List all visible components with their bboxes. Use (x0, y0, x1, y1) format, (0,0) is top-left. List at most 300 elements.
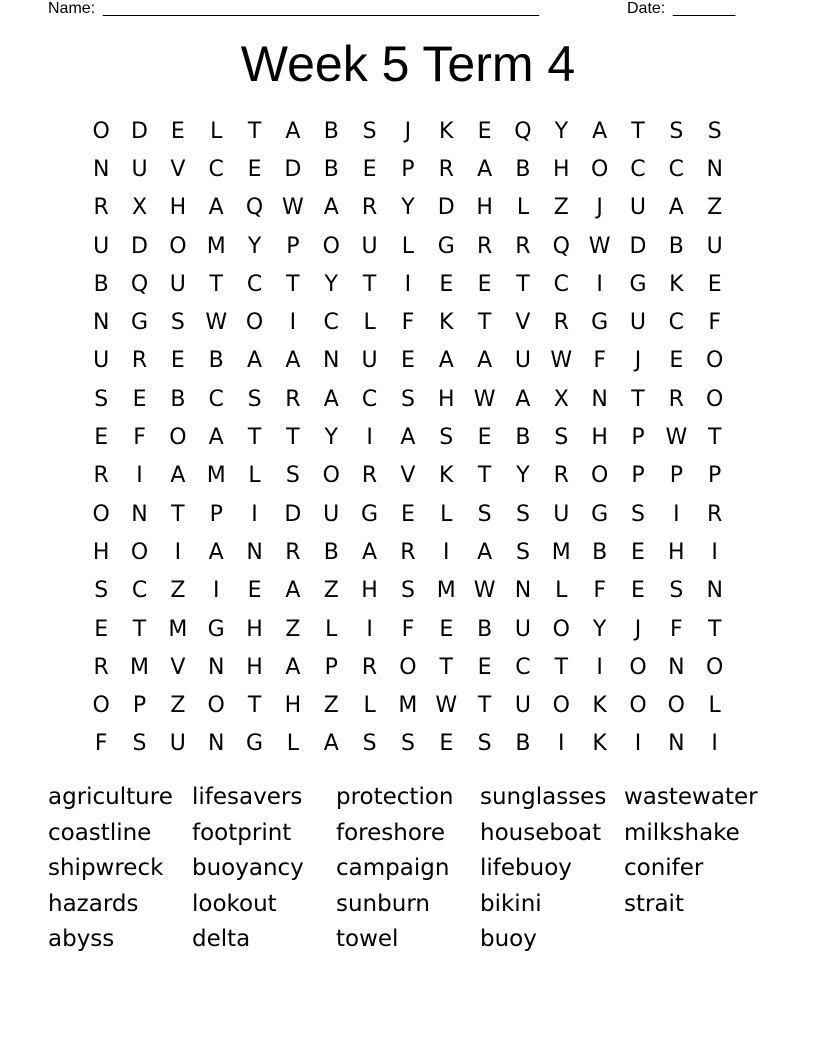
grid-letter[interactable]: B (323, 156, 339, 182)
grid-letter[interactable]: A (592, 118, 608, 144)
grid-letter[interactable]: T (707, 616, 722, 642)
grid-letter[interactable]: I (711, 539, 718, 565)
grid-letter[interactable]: H (668, 539, 685, 565)
grid-letter[interactable]: E (400, 501, 415, 527)
grid-letter[interactable]: O (92, 118, 110, 144)
grid-letter[interactable]: C (553, 271, 569, 297)
grid-letter[interactable]: S (400, 731, 415, 757)
grid-letter[interactable]: V (400, 463, 416, 489)
grid-letter[interactable]: R (285, 539, 301, 565)
grid-letter[interactable]: O (552, 616, 570, 642)
grid-letter[interactable]: E (477, 118, 492, 144)
grid-letter[interactable]: O (130, 539, 149, 565)
grid-letter[interactable]: N (131, 501, 148, 527)
grid-letter[interactable]: K (439, 463, 454, 489)
grid-letter[interactable]: I (558, 731, 565, 757)
grid-letter[interactable]: E (631, 578, 645, 604)
grid-letter[interactable]: J (404, 118, 412, 144)
grid-letter[interactable]: Y (401, 195, 415, 221)
grid-letter[interactable]: C (208, 386, 224, 412)
grid-letter[interactable]: U (323, 501, 340, 527)
grid-letter[interactable]: P (401, 156, 415, 182)
grid-letter[interactable]: M (130, 654, 149, 680)
grid-letter[interactable]: A (400, 425, 416, 451)
grid-letter[interactable]: I (289, 310, 297, 336)
grid-letter[interactable]: C (515, 654, 531, 680)
grid-letter[interactable]: N (668, 654, 685, 680)
grid-letter[interactable]: A (668, 195, 684, 221)
word-list-item: lifesavers (192, 784, 303, 810)
grid-letter[interactable]: C (361, 386, 378, 412)
grid-letter[interactable]: R (93, 654, 109, 680)
grid-letter[interactable]: E (132, 386, 147, 412)
grid-letter[interactable]: S (707, 118, 722, 144)
grid-letter[interactable]: D (131, 233, 148, 259)
grid-letter[interactable]: L (325, 616, 338, 642)
grid-letter[interactable]: E (669, 348, 684, 374)
grid-letter[interactable]: X (553, 386, 569, 412)
grid-letter[interactable]: I (404, 271, 412, 297)
grid-letter[interactable]: M (398, 693, 418, 719)
grid-letter[interactable]: T (477, 463, 492, 489)
grid-letter[interactable]: T (286, 271, 300, 297)
grid-letter[interactable]: G (207, 616, 225, 642)
grid-letter[interactable]: B (592, 539, 608, 565)
grid-letter[interactable]: L (286, 731, 300, 757)
grid-letter[interactable]: A (170, 463, 186, 489)
grid-letter[interactable]: T (477, 693, 492, 719)
grid-letter[interactable]: C (246, 271, 263, 297)
grid-letter[interactable]: T (247, 118, 262, 144)
grid-letter[interactable]: E (477, 654, 492, 680)
grid-letter[interactable]: A (285, 654, 301, 680)
grid-letter[interactable]: Y (592, 616, 607, 642)
grid-letter[interactable]: Y (247, 233, 262, 259)
grid-letter[interactable]: M (206, 233, 226, 259)
grid-letter[interactable]: M (551, 539, 571, 565)
grid-letter[interactable]: N (246, 539, 263, 565)
grid-letter[interactable]: S (94, 578, 109, 604)
grid-letter[interactable]: S (669, 578, 684, 604)
grid-letter[interactable]: L (210, 118, 223, 144)
grid-letter[interactable]: Y (554, 118, 569, 144)
grid-letter[interactable]: L (555, 578, 568, 604)
grid-letter[interactable]: O (207, 693, 225, 719)
grid-letter[interactable]: O (667, 693, 685, 719)
grid-letter[interactable]: I (711, 731, 718, 757)
grid-letter[interactable]: E (631, 539, 645, 565)
grid-letter[interactable]: H (591, 425, 608, 451)
grid-letter[interactable]: Z (170, 693, 186, 719)
grid-letter[interactable]: S (285, 463, 300, 489)
grid-letter[interactable]: A (477, 539, 493, 565)
grid-letter[interactable]: I (673, 501, 680, 527)
grid-letter[interactable]: F (708, 310, 721, 336)
grid-letter[interactable]: C (630, 156, 646, 182)
grid-letter[interactable]: L (440, 501, 453, 527)
grid-letter[interactable]: E (477, 271, 492, 297)
grid-letter[interactable]: O (322, 233, 340, 259)
grid-letter[interactable]: E (439, 731, 454, 757)
grid-letter[interactable]: A (285, 578, 301, 604)
grid-letter[interactable]: A (477, 348, 493, 374)
grid-letter[interactable]: N (92, 156, 110, 182)
grid-letter[interactable]: Q (130, 271, 149, 297)
grid-letter[interactable]: N (207, 731, 225, 757)
grid-letter[interactable]: F (133, 425, 146, 451)
grid-letter[interactable]: S (400, 386, 415, 412)
grid-letter[interactable]: R (553, 310, 569, 336)
grid-letter[interactable]: Z (285, 616, 301, 642)
grid-letter[interactable]: Q (245, 195, 264, 221)
grid-letter[interactable]: C (323, 310, 339, 336)
grid-letter[interactable]: N (207, 654, 225, 680)
grid-letter[interactable]: M (168, 616, 188, 642)
grid-letter[interactable]: E (400, 348, 415, 374)
date-label: Date: (627, 0, 666, 17)
grid-letter[interactable]: A (438, 348, 454, 374)
grid-letter[interactable]: E (170, 118, 185, 144)
grid-letter[interactable]: O (92, 501, 110, 527)
grid-letter[interactable]: A (208, 425, 224, 451)
grid-letter[interactable]: P (669, 463, 683, 489)
grid-letter[interactable]: P (631, 425, 645, 451)
word-list-item: conifer (624, 855, 704, 882)
grid-letter[interactable]: I (596, 654, 603, 680)
grid-letter[interactable]: F (670, 616, 683, 642)
grid-letter[interactable]: O (590, 156, 609, 182)
grid-letter[interactable]: X (131, 195, 148, 221)
grid-letter[interactable]: I (596, 271, 603, 297)
grid-letter[interactable]: D (284, 156, 302, 182)
grid-letter[interactable]: L (401, 233, 415, 259)
grid-letter[interactable]: P (286, 233, 300, 259)
grid-letter[interactable]: W (588, 233, 611, 259)
grid-letter[interactable]: D (284, 501, 302, 527)
grid-letter[interactable]: H (284, 693, 302, 719)
header-line (48, 0, 748, 20)
grid-letter[interactable]: V (170, 156, 186, 182)
grid-letter[interactable]: B (668, 233, 684, 259)
grid-letter[interactable]: S (669, 118, 684, 144)
grid-letter[interactable]: R (438, 156, 454, 182)
grid-letter[interactable]: K (592, 731, 607, 757)
grid-letter[interactable]: W (473, 578, 496, 604)
grid-letter[interactable]: R (361, 654, 378, 680)
grid-letter[interactable]: L (363, 310, 376, 336)
grid-letter[interactable]: A (323, 731, 339, 757)
grid-letter[interactable]: T (247, 425, 262, 451)
grid-letter[interactable]: C (131, 578, 148, 604)
grid-letter[interactable]: R (515, 233, 531, 259)
grid-letter[interactable]: E (477, 425, 492, 451)
word-list-item: campaign (336, 855, 450, 882)
date-blank-line[interactable]: _______ (673, 0, 736, 17)
grid-letter[interactable]: W (550, 348, 573, 374)
grid-letter[interactable]: S (400, 578, 415, 604)
grid-letter[interactable]: S (94, 386, 109, 412)
grid-letter[interactable]: U (169, 731, 186, 757)
grid-letter[interactable]: A (285, 118, 301, 144)
grid-letter[interactable]: F (401, 616, 415, 642)
grid-letter[interactable]: G (361, 501, 379, 527)
grid-letter[interactable]: T (171, 501, 185, 527)
grid-letter[interactable]: H (246, 616, 263, 642)
grid-letter[interactable]: J (634, 616, 642, 642)
grid-letter[interactable]: D (131, 118, 148, 144)
grid-letter[interactable]: A (515, 386, 531, 412)
grid-letter[interactable]: A (208, 539, 224, 565)
grid-letter[interactable]: Y (516, 463, 530, 489)
grid-letter[interactable]: H (361, 578, 378, 604)
grid-letter[interactable]: M (436, 578, 456, 604)
grid-letter[interactable]: E (439, 271, 454, 297)
grid-letter[interactable]: S (631, 501, 645, 527)
grid-letter[interactable]: R (668, 386, 684, 412)
grid-letter[interactable]: A (208, 195, 224, 221)
grid-letter[interactable]: E (439, 616, 454, 642)
grid-letter[interactable]: O (706, 654, 724, 680)
grid-letter[interactable]: O (92, 693, 110, 719)
grid-letter[interactable]: T (209, 271, 223, 297)
grid-letter[interactable]: I (251, 501, 258, 527)
grid-letter[interactable]: M (206, 463, 226, 489)
grid-letter[interactable]: F (593, 348, 606, 374)
grid-letter[interactable]: U (131, 156, 148, 182)
grid-letter[interactable]: P (631, 463, 645, 489)
grid-letter[interactable]: U (629, 310, 647, 336)
grid-letter[interactable]: R (707, 501, 723, 527)
grid-letter[interactable]: O (169, 425, 187, 451)
grid-letter[interactable]: N (323, 348, 340, 374)
grid-letter[interactable]: P (324, 654, 338, 680)
grid-letter[interactable]: E (247, 156, 262, 182)
grid-letter[interactable]: T (439, 654, 453, 680)
grid-letter[interactable]: R (400, 539, 416, 565)
grid-letter[interactable]: U (93, 348, 110, 374)
grid-letter[interactable]: S (132, 731, 147, 757)
grid-letter[interactable]: A (323, 386, 339, 412)
grid-letter[interactable]: T (132, 616, 147, 642)
grid-letter[interactable]: S (477, 731, 492, 757)
grid-letter[interactable]: G (591, 501, 609, 527)
grid-letter[interactable]: O (169, 233, 187, 259)
name-blank-line[interactable]: _________________________________________________ (103, 0, 540, 17)
grid-letter[interactable]: S (247, 386, 262, 412)
grid-letter[interactable]: F (94, 731, 108, 757)
word-list-item: delta (192, 926, 251, 953)
grid-letter[interactable]: H (169, 195, 187, 221)
grid-letter[interactable]: R (361, 195, 378, 221)
grid-letter[interactable]: V (170, 654, 186, 680)
grid-letter[interactable]: U (629, 195, 647, 221)
grid-letter[interactable]: L (363, 693, 376, 719)
grid-letter[interactable]: T (286, 425, 300, 451)
grid-letter[interactable]: Z (323, 578, 339, 604)
grid-letter[interactable]: G (629, 271, 647, 297)
grid-letter[interactable]: A (362, 539, 378, 565)
grid-letter[interactable]: B (93, 271, 109, 297)
grid-letter[interactable]: R (93, 463, 109, 489)
grid-letter[interactable]: E (707, 271, 722, 297)
grid-letter[interactable]: S (477, 501, 492, 527)
grid-letter[interactable]: T (516, 271, 530, 297)
grid-letter[interactable]: B (170, 386, 186, 412)
grid-letter[interactable]: O (245, 310, 264, 336)
grid-letter[interactable]: B (208, 348, 224, 374)
grid-letter[interactable]: B (323, 118, 339, 144)
grid-letter[interactable]: R (285, 386, 301, 412)
grid-letter[interactable]: K (592, 693, 607, 719)
grid-letter[interactable]: W (205, 310, 228, 336)
grid-letter[interactable]: K (439, 118, 454, 144)
grid-letter[interactable]: U (706, 233, 723, 259)
grid-letter[interactable]: E (94, 616, 109, 642)
grid-letter[interactable]: N (706, 578, 723, 604)
grid-letter[interactable]: B (323, 539, 339, 565)
grid-letter[interactable]: K (439, 310, 454, 336)
grid-letter[interactable]: T (554, 654, 569, 680)
grid-letter[interactable]: H (553, 156, 570, 182)
grid-letter[interactable]: H (476, 195, 493, 221)
grid-letter[interactable]: G (437, 233, 455, 259)
grid-letter[interactable]: C (668, 156, 685, 182)
grid-letter[interactable]: U (514, 616, 531, 642)
grid-letter[interactable]: I (443, 539, 450, 565)
grid-letter[interactable]: I (136, 463, 143, 489)
grid-letter[interactable]: U (553, 501, 570, 527)
grid-letter[interactable]: I (212, 578, 220, 604)
grid-letter[interactable]: W (435, 693, 458, 719)
grid-letter[interactable]: I (366, 616, 373, 642)
grid-letter[interactable]: D (629, 233, 647, 259)
grid-letter[interactable]: Z (707, 195, 723, 221)
grid-letter[interactable]: U (514, 348, 531, 374)
grid-letter[interactable]: R (93, 195, 109, 221)
grid-letter[interactable]: K (669, 271, 684, 297)
grid-letter[interactable]: H (92, 539, 110, 565)
grid-letter[interactable]: U (514, 693, 531, 719)
grid-letter[interactable]: W (473, 386, 496, 412)
grid-letter[interactable]: Q (514, 118, 532, 144)
grid-letter[interactable]: W (665, 425, 688, 451)
grid-letter[interactable]: I (634, 731, 642, 757)
grid-letter[interactable]: P (132, 693, 147, 719)
grid-letter[interactable]: T (631, 118, 645, 144)
grid-letter[interactable]: Y (324, 271, 338, 297)
grid-letter[interactable]: S (554, 425, 569, 451)
grid-letter[interactable]: Y (324, 425, 338, 451)
grid-letter[interactable]: U (93, 233, 110, 259)
grid-letter[interactable]: B (515, 425, 531, 451)
grid-letter[interactable]: Z (170, 578, 186, 604)
grid-letter[interactable]: H (246, 654, 263, 680)
grid-letter[interactable]: U (361, 348, 378, 374)
grid-letter[interactable]: T (707, 425, 722, 451)
grid-letter[interactable]: A (285, 348, 301, 374)
grid-letter[interactable]: B (477, 616, 493, 642)
grid-letter[interactable]: S (170, 310, 185, 336)
grid-letter[interactable]: J (634, 348, 642, 374)
grid-letter[interactable]: T (247, 693, 262, 719)
grid-letter[interactable]: P (708, 463, 722, 489)
grid-letter[interactable]: O (322, 463, 340, 489)
grid-letter[interactable]: N (92, 310, 110, 336)
grid-letter[interactable]: E (170, 348, 185, 374)
grid-letter[interactable]: L (516, 195, 530, 221)
grid-letter[interactable]: Z (323, 693, 339, 719)
grid-letter[interactable]: J (596, 195, 603, 221)
grid-letter[interactable]: R (476, 233, 493, 259)
grid-letter[interactable]: O (706, 386, 724, 412)
grid-letter[interactable]: L (708, 693, 721, 719)
grid-letter[interactable]: W (282, 195, 304, 221)
grid-letter[interactable]: Q (552, 233, 570, 259)
grid-letter[interactable]: N (591, 386, 608, 412)
grid-letter[interactable]: T (362, 271, 377, 297)
grid-letter[interactable]: U (361, 233, 378, 259)
grid-letter[interactable]: E (362, 156, 377, 182)
grid-letter[interactable]: S (515, 539, 530, 565)
grid-letter[interactable]: P (209, 501, 223, 527)
word-list-item: bikini (480, 890, 542, 917)
grid-letter[interactable]: O (552, 693, 570, 719)
grid-letter[interactable]: R (553, 463, 569, 489)
grid-letter[interactable]: C (668, 310, 685, 336)
grid-letter[interactable]: R (131, 348, 148, 374)
grid-letter[interactable]: N (706, 156, 723, 182)
grid-letter[interactable]: N (668, 731, 685, 757)
grid-letter[interactable]: A (247, 348, 263, 374)
grid-letter[interactable]: S (362, 731, 377, 757)
grid-letter[interactable]: I (174, 539, 182, 565)
grid-letter[interactable]: I (366, 425, 373, 451)
grid-letter[interactable]: B (515, 731, 531, 757)
grid-letter[interactable]: B (515, 156, 531, 182)
grid-letter[interactable]: O (706, 348, 724, 374)
grid-letter[interactable]: S (515, 501, 530, 527)
grid-letter[interactable]: Z (553, 195, 569, 221)
grid-letter[interactable]: G (246, 731, 264, 757)
grid-letter[interactable]: V (515, 310, 531, 336)
grid-letter[interactable]: O (629, 654, 647, 680)
grid-letter[interactable]: N (514, 578, 532, 604)
grid-letter[interactable]: A (323, 195, 339, 221)
grid-letter[interactable]: E (94, 425, 109, 451)
name-label: Name: (48, 0, 96, 17)
grid-letter[interactable]: C (208, 156, 224, 182)
grid-letter[interactable]: T (631, 386, 645, 412)
grid-letter[interactable]: O (399, 654, 417, 680)
grid-letter[interactable]: O (629, 693, 647, 719)
grid-letter[interactable]: F (593, 578, 606, 604)
grid-letter[interactable]: H (437, 386, 455, 412)
grid-letter[interactable]: U (169, 271, 186, 297)
grid-letter[interactable]: G (591, 310, 609, 336)
grid-letter[interactable]: S (439, 425, 454, 451)
grid-letter[interactable]: G (130, 310, 149, 336)
word-list-item: agriculture (48, 784, 173, 810)
grid-letter[interactable]: S (362, 118, 377, 144)
grid-letter[interactable]: F (401, 310, 415, 336)
grid-letter[interactable]: O (590, 463, 609, 489)
grid-letter[interactable]: A (477, 156, 493, 182)
grid-letter[interactable]: R (361, 463, 378, 489)
grid-letter[interactable]: T (477, 310, 492, 336)
grid-letter[interactable]: E (247, 578, 262, 604)
grid-letter[interactable]: D (437, 195, 455, 221)
grid-letter[interactable]: L (248, 463, 261, 489)
